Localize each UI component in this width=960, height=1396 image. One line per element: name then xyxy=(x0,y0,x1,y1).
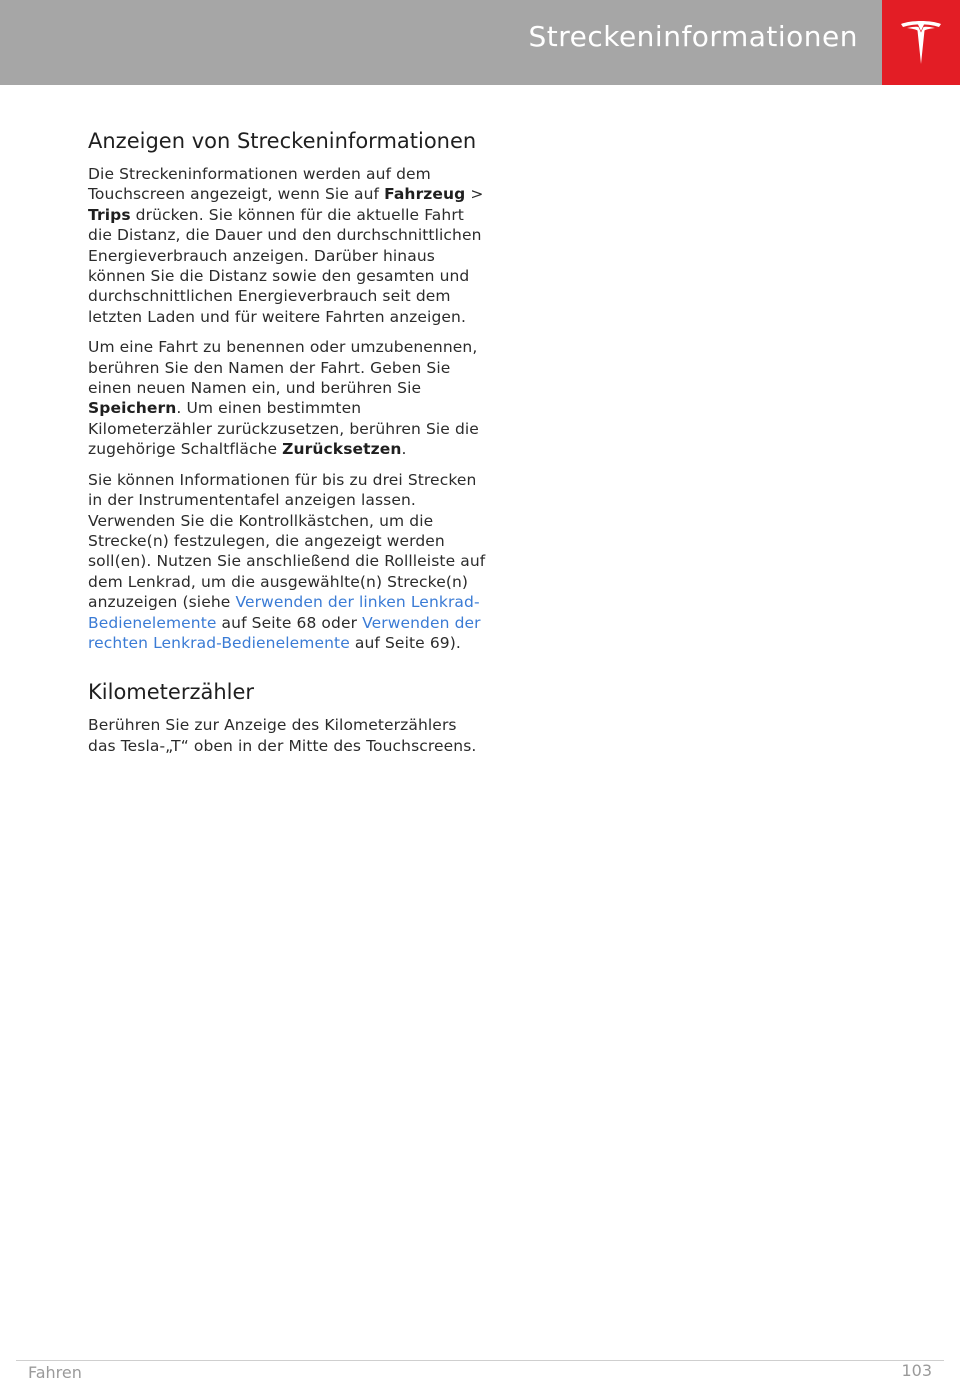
footer-divider xyxy=(16,1360,944,1361)
ui-label-zuruecksetzen: Zurücksetzen xyxy=(282,440,402,459)
footer-page-number: 103 xyxy=(901,1361,932,1380)
footer-chapter: Fahren xyxy=(28,1363,82,1382)
ui-label-speichern: Speichern xyxy=(88,399,177,418)
main-content xyxy=(88,128,488,766)
paragraph-odometer: Berühren Sie zur Anzeige des Kilometerzählers das Tesla-„T“ oben in der Mitte des Touchscreens. xyxy=(88,716,477,755)
text-run: drücken. Sie können für die aktuelle Fahrt die Distanz, die Dauer und den durchschnittlichen Energieverbrauch anzeigen. Darüber hinaus können Sie die Distanz sowie den gesamten und durchschnittlichen Energieverbrauch seit dem letzten Laden und für weitere Fahrten anzeigen. xyxy=(88,205,482,326)
link-left-steering-controls[interactable]: Verwenden der linken Lenkrad-Bedienelemente xyxy=(88,593,480,632)
paragraph-instrument-panel xyxy=(88,470,488,654)
text-run: auf Seite 69). xyxy=(349,633,461,652)
text-run: > xyxy=(465,185,484,204)
text-run: Um eine Fahrt zu benennen oder umzubenennen, berühren Sie den Namen der Fahrt. Geben Sie einen neuen Namen ein, und berühren Sie xyxy=(88,338,478,398)
text-run: . xyxy=(401,440,407,459)
text-run: auf Seite 68 oder xyxy=(216,613,363,632)
text-run: . Um einen bestimmten Kilometerzähler zurückzusetzen, berühren Sie die zugehörige Schaltfläche xyxy=(88,399,479,459)
link-right-steering-controls[interactable]: Verwenden der rechten Lenkrad-Bedienelemente xyxy=(88,613,481,652)
tesla-t-logo-icon xyxy=(899,18,943,68)
page-title: Streckeninformationen xyxy=(528,20,858,53)
section-heading-odometer: Kilometerzähler xyxy=(88,680,255,705)
text-run: Die Streckeninformationen werden auf dem Touchscreen angezeigt, wenn Sie auf xyxy=(88,165,431,204)
ui-label-trips: Trips xyxy=(88,205,131,224)
ui-label-fahrzeug: Fahrzeug xyxy=(384,185,466,204)
page-header xyxy=(0,0,960,85)
text-run: Sie können Informationen für bis zu drei Strecken in der Instrumententafel anzeigen lassen. Verwenden Sie die Kontrollkästchen, um die Strecke(n) festzulegen, die angezeigt werden soll(en). Nutzen Sie anschließend die Rollleiste auf dem Lenkrad, um die ausgewählte(n) Strecke(n) anzuzeigen (siehe xyxy=(88,470,486,612)
brand-logo xyxy=(882,0,960,85)
paragraph-trip-display xyxy=(88,164,488,327)
section-heading-trip-info: Anzeigen von Streckeninformationen xyxy=(88,129,477,153)
paragraph-rename-trip xyxy=(88,337,488,459)
